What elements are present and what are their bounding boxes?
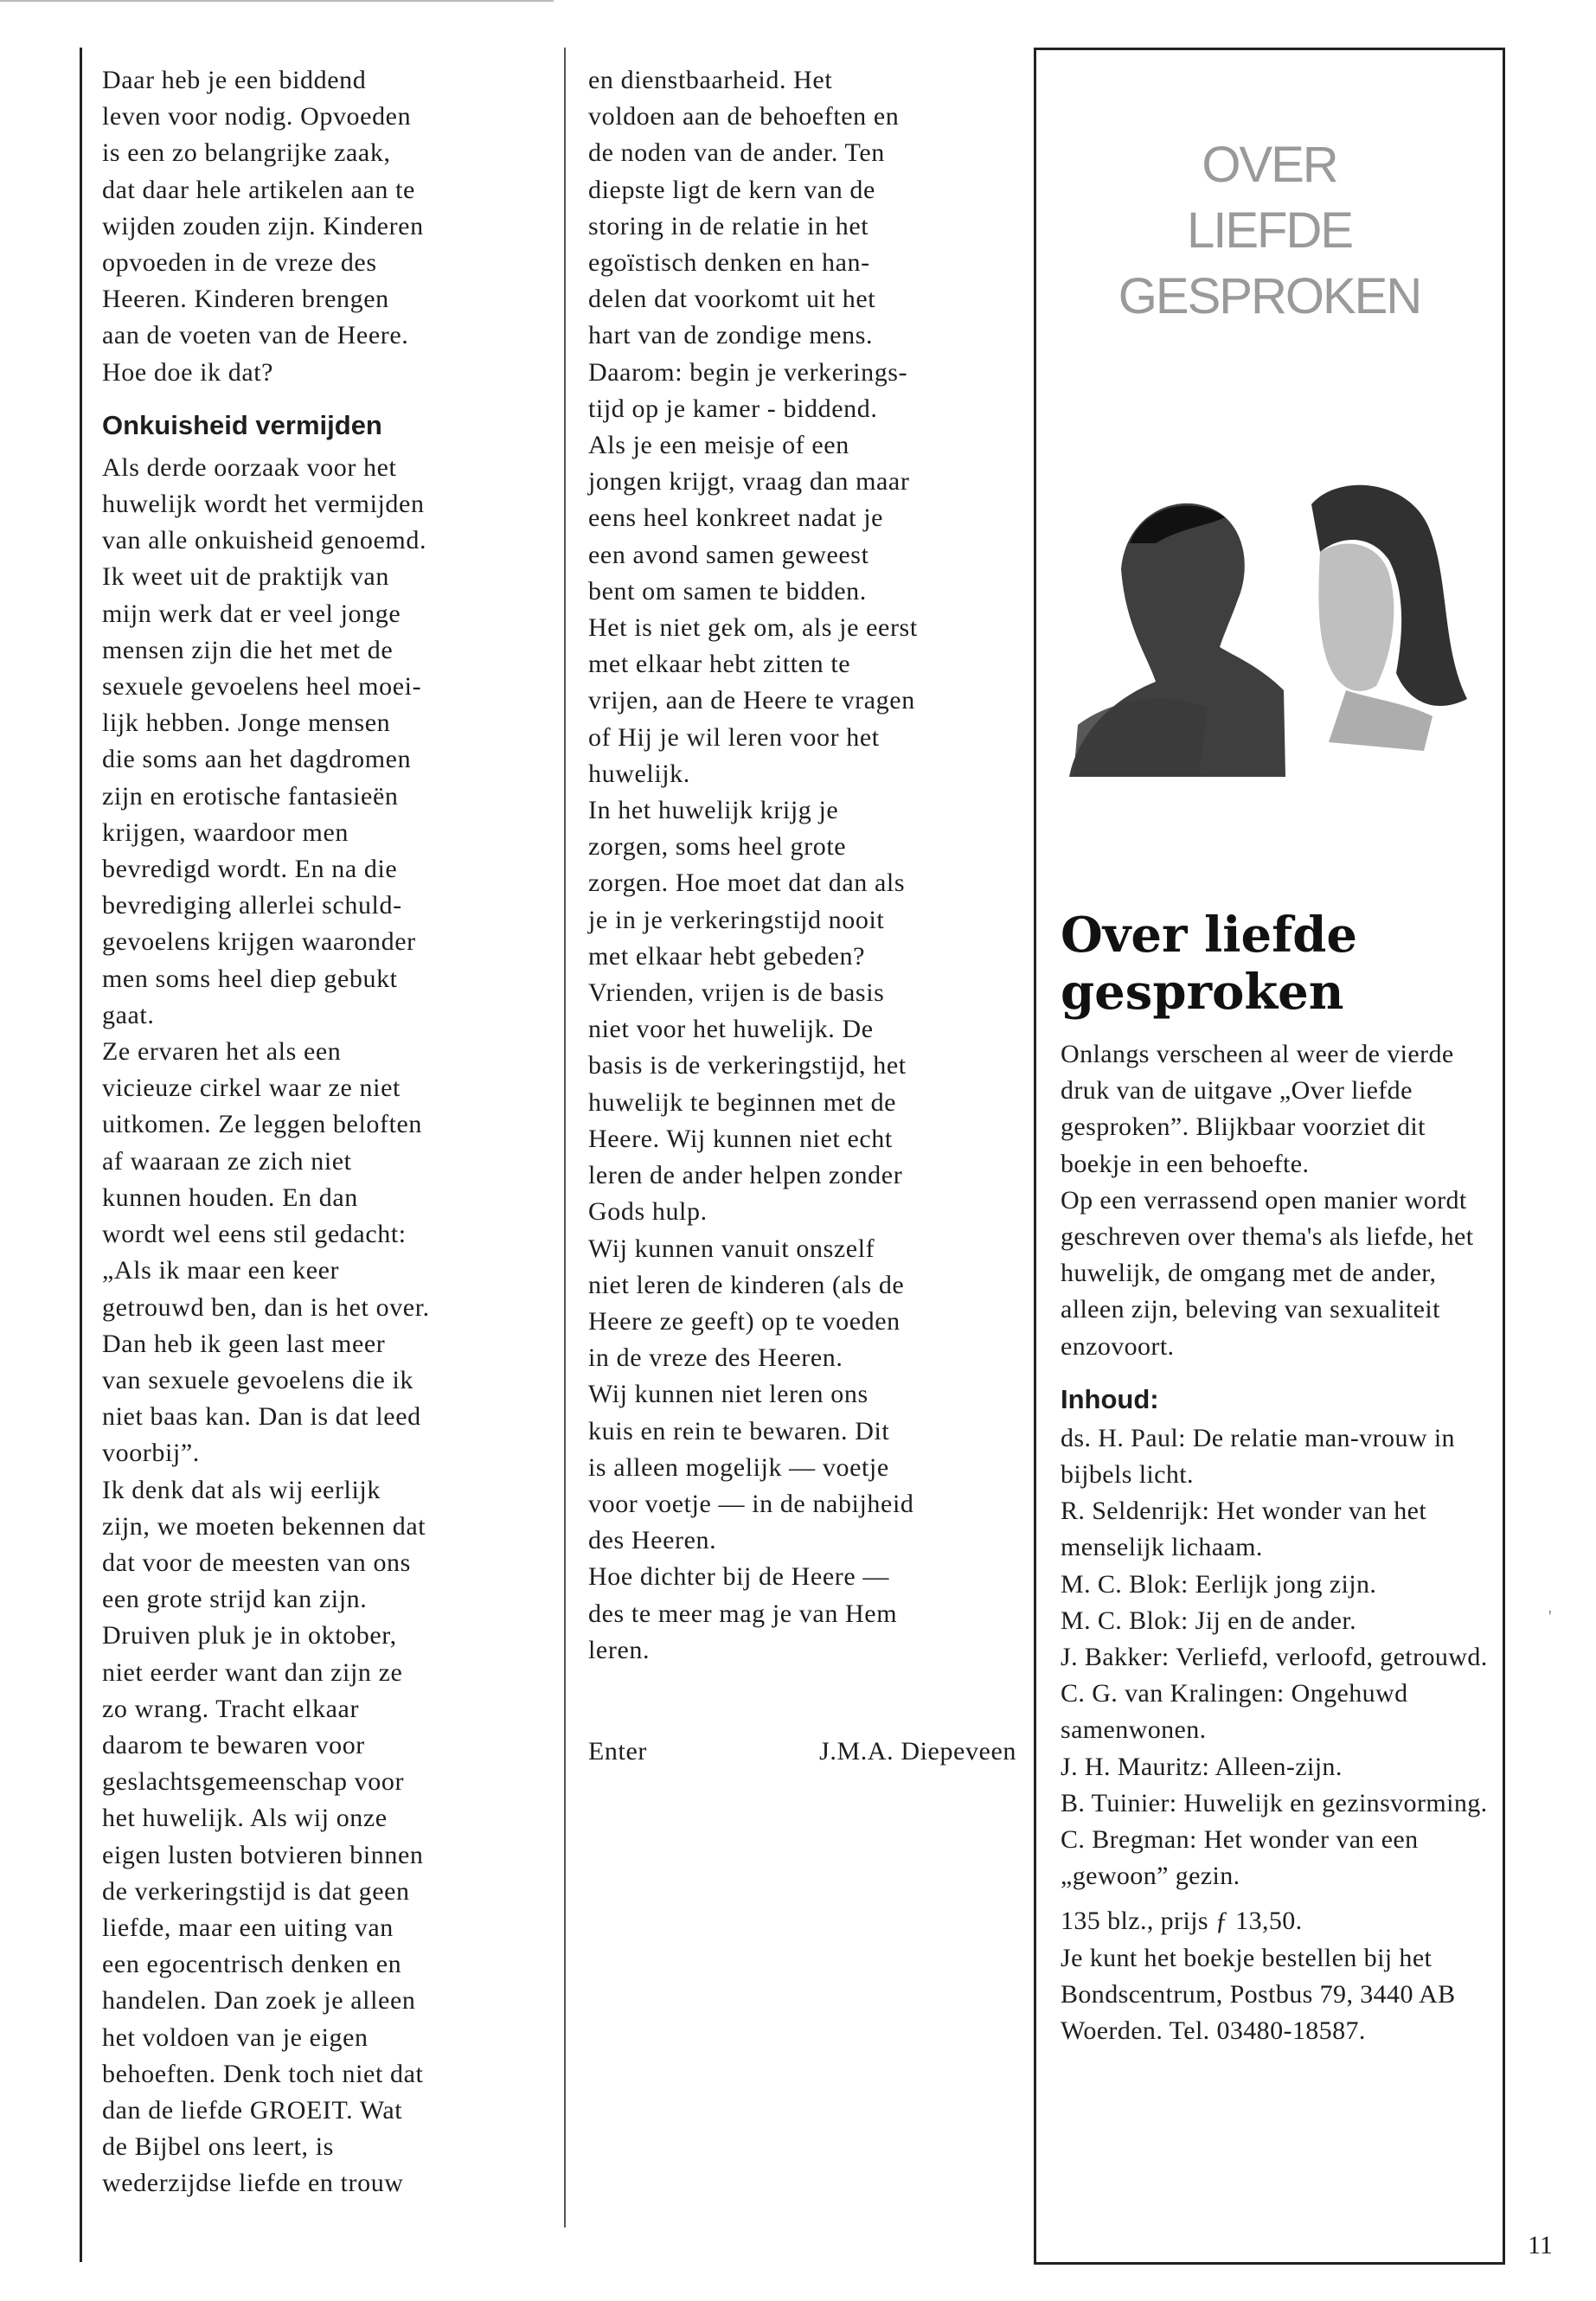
logo-line: OVER (1202, 137, 1337, 193)
contents-item: M. C. Blok: Eerlijk jong zijn. (1061, 1569, 1377, 1599)
book-logo (1036, 132, 1503, 330)
contents-item: B. Tuinier: Huwelijk en gezinsvorming. (1061, 1788, 1488, 1817)
man-silhouette (1069, 503, 1285, 777)
article-paragraph: Daarom: begin je verkerings- tijd op je kamer - biddend. Als je een meisje of een jongen krijgt, vraag dan maar eens heel konkreet nadat je een avond samen geweest bent om samen te bidden. Het is niet gek om, als je eerst met elkaar hebt zitten te vrijen, aan de Heere te vragen of Hij je wil leren voor het huwelijk. (588, 357, 918, 788)
signature-author: J.M.A. Diepeveen (819, 1736, 1016, 1766)
contents-item: J. H. Mauritz: Alleen-zijn. (1061, 1752, 1343, 1781)
woman-silhouette (1311, 485, 1467, 751)
contents-heading: Inhoud: (1061, 1383, 1159, 1414)
article-paragraph: en dienstbaarheid. Het voldoen aan de behoeften en de noden van de ander. Ten diepste ligt de kern van de storing in de relatie in het egoïstisch denken en han- delen dat voorkomt uit het hart van de zondige mens. (588, 66, 900, 350)
section-heading: Onkuisheid vermijden (102, 409, 382, 440)
contents-item: R. Seldenrijk: Het wonder van het menselijk lichaam. (1061, 1497, 1427, 1562)
article-paragraph: Ze ervaren het als een vicieuze cirkel waar ze niet uitkomen. Ze leggen beloften af waaraan ze zich niet kunnen houden. En dan wordt wel eens stil gedacht: „Als ik maar een keer getrouwd ben, dan is het over. Dan heb ik geen last meer van sexuele gevoelens die ik niet baas kan. Dan is dat leed voorbij”. (102, 1037, 430, 1468)
left-margin-rule (80, 48, 82, 2262)
page-number: 11 (1528, 2231, 1553, 2259)
article-paragraph: Daar heb je een biddend leven voor nodig. Opvoeden is een zo belangrijke zaak, dat daar hele artikelen aan te wijden zouden zijn. Kinderen opvoeden in de vreze des Heeren. Kinderen brengen aan de voeten van de Heere. Hoe doe ik dat? (102, 66, 424, 387)
article-paragraph: Hoe dichter bij de Heere — des te meer mag je van Hem leren. (588, 1562, 898, 1664)
book-description: Op een verrassend open manier wordt geschreven over thema's als liefde, het huwelijk, de omgang met de ander, alleen zijn, beleving van sexualiteit enzovoort. (1061, 1185, 1474, 1361)
contents-item: C. Bregman: Het wonder van een „gewoon” gezin. (1061, 1825, 1419, 1891)
contents-item: J. Bakker: Verliefd, verloofd, getrouwd. (1061, 1643, 1488, 1672)
contents-item: ds. H. Paul: De relatie man-vrouw in bijbels licht. (1061, 1423, 1455, 1490)
article-paragraph: Ik denk dat als wij eerlijk zijn, we moeten bekennen dat dat voor de meesten van ons een grote strijd kan zijn. Druiven pluk je in oktober, niet eerder want dan zijn ze zo wrang. Tracht elkaar daarom te bewaren voor geslachtsgemeenschap voor het huwelijk. Als wij onze eigen lusten botvieren binnen de verkeringstijd is dat geen liefde, maar een uiting van een egocentrisch denken en handelen. Dan zoek je alleen het voldoen van je eigen behoeften. Denk toch niet dat dan de liefde GROEIT. Wat de Bijbel ons leert, is wederzijdse liefde en trouw (102, 1475, 426, 2198)
advertisement-text (1061, 907, 1493, 2049)
article-paragraph: In het huwelijk krijg je zorgen, soms heel grote zorgen. Hoe moet dat dan als je in je verkeringstijd nooit met elkaar hebt gebeden? Vrienden, vrijen is de basis niet voor het huwelijk. De basis is de verkeringstijd, het huwelijk te beginnen met de Heere. Wij kunnen niet echt leren de ander helpen zonder Gods hulp. (588, 796, 907, 1227)
contents-item: M. C. Blok: Jij en de ander. (1061, 1606, 1357, 1635)
logo-line: LIEFDE (1186, 202, 1353, 259)
article-column-2 (588, 62, 1025, 1770)
article-paragraph: Wij kunnen vanuit onszelf niet leren de kinderen (als de Heere ze geeft) op te voeden in de vreze des Heeren. Wij kunnen niet leren ons kuis en rein te bewaren. Dit is alleen mogelijk — voetje voor voetje — in de nabijheid des Heeren. (588, 1234, 914, 1555)
order-info: Je kunt het boekje bestellen bij het Bondscentrum, Postbus 79, 3440 AB Woerden. Tel. 03480-18587. (1061, 1943, 1456, 2046)
signature-place: Enter (588, 1736, 647, 1766)
book-intro: Onlangs verscheen al weer de vierde druk van de uitgave „Over liefde gesproken”. Blijkbaar voorziet dit boekje in een behoefte. (1061, 1040, 1454, 1178)
author-signature (588, 1734, 1025, 1770)
contents-item: C. G. van Kralingen: Ongehuwd samenwonen. (1061, 1679, 1408, 1745)
top-edge-rule (0, 0, 554, 2)
book-advertisement (1034, 48, 1505, 2265)
stray-mark: ' (1548, 1607, 1552, 1626)
book-title: Over liefde gesproken (1061, 907, 1357, 1021)
couple-illustration (1061, 439, 1476, 777)
book-price: 135 blz., prijs ƒ 13,50. (1061, 1907, 1303, 1936)
logo-line: GESPROKEN (1118, 268, 1421, 324)
contents-list (1061, 1420, 1493, 1895)
article-column-1 (102, 62, 543, 2202)
column-divider (564, 48, 566, 2227)
article-paragraph: Als derde oorzaak voor het huwelijk wordt het vermijden van alle onkuisheid genoemd. Ik weet uit de praktijk van mijn werk dat er veel jonge mensen zijn die het met de sexuele gevoelens heel moei- lijk hebben. Jonge mensen die soms aan het dagdromen zijn en erotische fantasieën krijgen, waardoor men bevredigd wordt. En na die bevrediging allerlei schuld- gevoelens krijgen waaronder men soms heel diep gebukt gaat. (102, 452, 427, 1029)
